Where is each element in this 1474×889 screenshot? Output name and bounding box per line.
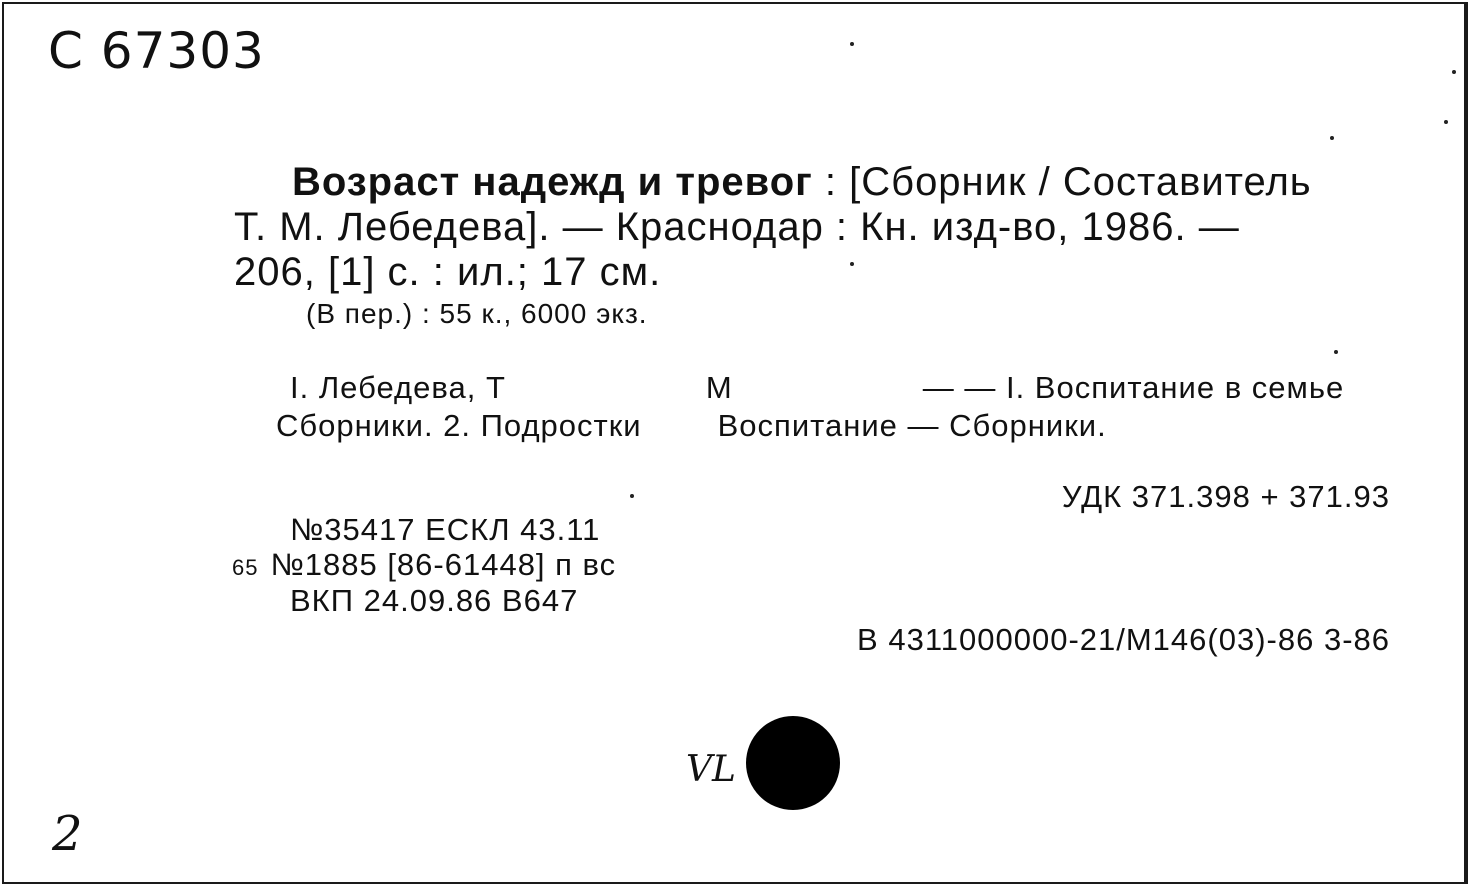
headings-line-2 bbox=[276, 410, 1107, 441]
speck bbox=[1334, 350, 1338, 354]
speck bbox=[1452, 70, 1456, 74]
entry-title: Возраст надежд и тревог bbox=[292, 160, 813, 204]
heading-1a: I. Лебедева, Т bbox=[290, 370, 506, 405]
speck bbox=[630, 494, 634, 498]
heading-2a: Сборники. 2. Подростки bbox=[276, 408, 642, 443]
speck bbox=[1444, 120, 1448, 124]
punch-hole-dot bbox=[746, 716, 840, 810]
speck bbox=[850, 262, 854, 266]
accession-prefix: 65 bbox=[232, 555, 259, 580]
publisher-code: В 4311000000-21/М146(03)-86 3-86 bbox=[857, 622, 1390, 657]
entry-line-1 bbox=[292, 162, 1312, 202]
entry-title-rest: : [Сборник / Составитель bbox=[812, 160, 1312, 204]
heading-1c: — — I. Воспитание в семье bbox=[922, 370, 1345, 405]
catalog-card bbox=[2, 2, 1468, 884]
entry-line-4: (В пер.) : 55 к., 6000 экз. bbox=[306, 298, 648, 329]
shelfmark: C 67303 bbox=[48, 22, 265, 80]
headings-line-1 bbox=[290, 372, 1344, 403]
speck bbox=[850, 42, 854, 46]
speck bbox=[1330, 136, 1334, 140]
udk-code: УДК 371.398 + 371.93 bbox=[1061, 479, 1390, 514]
accession-number: №1885 [86-61448] п вс bbox=[270, 547, 617, 582]
accession-line-1: №35417 ЕСКЛ 43.11 bbox=[290, 512, 601, 547]
heading-2b: Воспитание — Сборники. bbox=[717, 408, 1107, 443]
accession-line-2 bbox=[232, 549, 616, 580]
handwritten-initials: VL bbox=[686, 749, 736, 790]
accession-line-3: ВКП 24.09.86 В647 bbox=[290, 583, 579, 618]
entry-line-3: 206, [1] с. : ил.; 17 см. bbox=[234, 250, 662, 294]
entry-line-2: Т. М. Лебедева]. — Краснодар : Кн. изд-во, 1986. — bbox=[234, 205, 1240, 249]
corner-handwritten-mark: 2 bbox=[52, 806, 83, 862]
heading-1b: М bbox=[705, 370, 733, 405]
